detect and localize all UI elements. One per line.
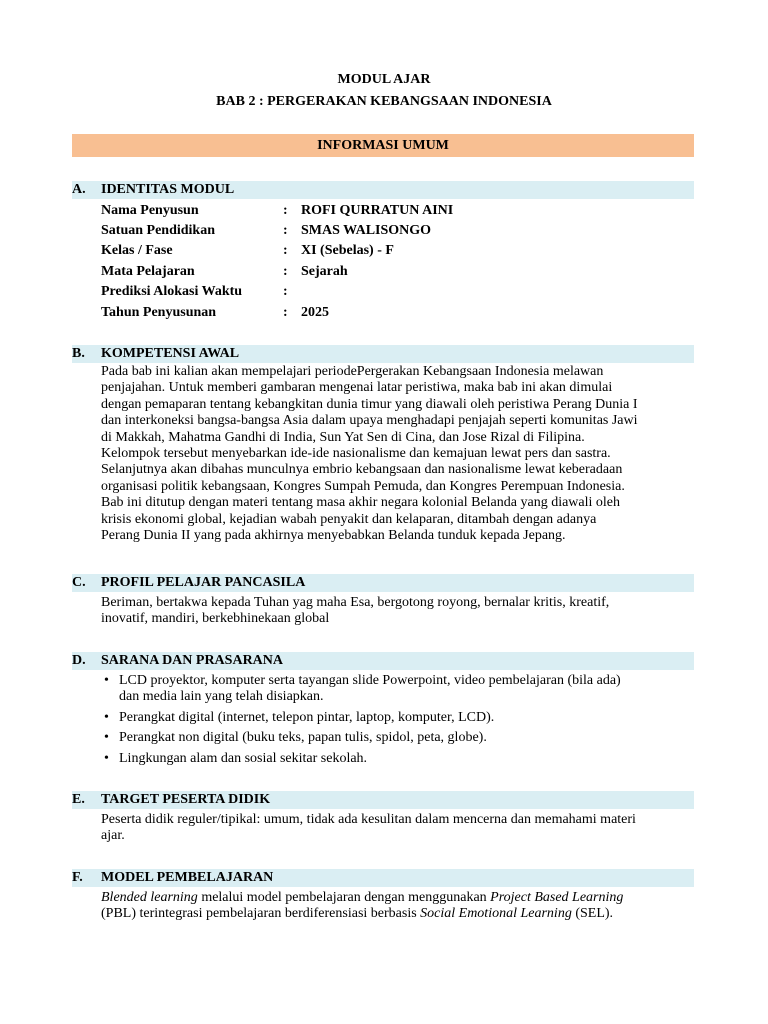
list-item-line: dan media lain yang telah disiapkan. bbox=[119, 689, 324, 705]
section-letter: E. bbox=[72, 792, 85, 807]
section-letter: D. bbox=[72, 653, 86, 668]
section-e-header bbox=[72, 791, 694, 809]
identity-value: ROFI QURRATUN AINI bbox=[301, 203, 454, 218]
identity-key: Satuan Pendidikan bbox=[101, 223, 215, 238]
section-f-header bbox=[72, 869, 694, 887]
text-run: melalui model pembelajaran dengan menggunakan bbox=[197, 890, 491, 905]
paragraph-line: Perang Dunia II yang pada akhirnya menyebabkan Belanda tunduk kepada Jepang. bbox=[101, 528, 566, 544]
section-c-header bbox=[72, 574, 694, 592]
identity-value: XI (Sebelas) - F bbox=[301, 243, 394, 258]
identity-colon: : bbox=[283, 264, 288, 279]
paragraph-line: penjajahan. Untuk memberi gambaran mengenai latar peristiwa, maka bab ini akan dimulai bbox=[101, 380, 613, 396]
doc-subtitle: BAB 2 : PERGERAKAN KEBANGSAAN INDONESIA bbox=[216, 94, 552, 109]
italic-term: Blended learning bbox=[101, 890, 198, 905]
info-banner: INFORMASI UMUM bbox=[72, 134, 694, 157]
bullet-icon: • bbox=[104, 673, 109, 688]
identity-value: SMAS WALISONGO bbox=[301, 223, 432, 238]
text-run: (SEL). bbox=[571, 906, 614, 922]
list-item bbox=[101, 730, 696, 746]
identity-key: Mata Pelajaran bbox=[101, 264, 195, 279]
model-paragraph bbox=[101, 890, 696, 923]
identity-colon: : bbox=[283, 223, 288, 238]
section-letter: B. bbox=[72, 346, 85, 361]
bullet-icon: • bbox=[104, 730, 109, 746]
section-letter: C. bbox=[72, 575, 86, 590]
list-item-line: Perangkat non digital (buku teks, papan tulis, spidol, peta, globe). bbox=[119, 730, 487, 746]
identity-value: Sejarah bbox=[301, 264, 348, 279]
italic-term: Project Based Learning bbox=[490, 890, 624, 905]
section-d-header bbox=[72, 652, 694, 670]
paragraph-line: Bab ini ditutup dengan materi tentang masa akhir negara kolonial Belanda yang diawali oleh bbox=[101, 495, 621, 511]
section-label: IDENTITAS MODUL bbox=[101, 182, 235, 197]
section-label: PROFIL PELAJAR PANCASILA bbox=[101, 575, 306, 590]
identity-colon: : bbox=[283, 305, 288, 320]
identity-key: Nama Penyusun bbox=[101, 203, 199, 218]
section-b-header bbox=[72, 345, 694, 363]
paragraph-line: Beriman, bertakwa kepada Tuhan yag maha Esa, bergotong royong, bernalar kritis, kreatif, bbox=[101, 595, 610, 610]
paragraph-line: ajar. bbox=[101, 828, 125, 844]
identity-colon: : bbox=[283, 284, 288, 299]
profil-paragraph bbox=[101, 595, 696, 628]
identity-colon: : bbox=[283, 203, 288, 218]
italic-term: Social Emotional Learning bbox=[420, 906, 572, 922]
paragraph-line: organisasi politik kebangsaan, Kongres Sumpah Pemuda, dan Kongres Perempuan Indonesia. bbox=[101, 478, 625, 494]
paragraph-line: krisis ekonomi global, kejadian wabah penyakit dan kelaparan, ditambah dengan adanya bbox=[101, 511, 597, 527]
identity-colon: : bbox=[283, 243, 288, 258]
list-item bbox=[101, 673, 696, 706]
section-label: KOMPETENSI AWAL bbox=[101, 346, 240, 361]
bullet-icon: • bbox=[104, 709, 109, 725]
paragraph-line: dengan pemaparan tentang kebangkitan dunia timur yang diawali oleh peristiwa Perang Dunia I bbox=[101, 396, 638, 412]
identity-key: Kelas / Fase bbox=[101, 243, 173, 258]
section-label: TARGET PESERTA DIDIK bbox=[101, 792, 271, 807]
paragraph-line: inovatif, mandiri, berkebhinekaan global bbox=[101, 611, 330, 627]
paragraph-line bbox=[101, 906, 696, 922]
list-item-line: LCD proyektor, komputer serta tayangan slide Powerpoint, video pembelajaran (bila ada) bbox=[119, 673, 621, 688]
list-item bbox=[101, 710, 696, 726]
bullet-icon: • bbox=[104, 750, 109, 766]
paragraph-line: dan interkoneksi bangsa-bangsa Asia dalam upaya menghadapi penjajah seperti komunitas Jawi bbox=[101, 413, 638, 429]
list-item-line: Lingkungan alam dan sosial sekitar sekolah. bbox=[119, 750, 368, 766]
identity-key: Prediksi Alokasi Waktu bbox=[101, 284, 243, 299]
target-paragraph bbox=[101, 812, 696, 845]
identity-key: Tahun Penyusunan bbox=[101, 305, 217, 320]
paragraph-line: Peserta didik reguler/tipikal: umum, tidak ada kesulitan dalam mencerna dan memahami materi bbox=[101, 812, 636, 827]
identity-value: 2025 bbox=[301, 305, 329, 320]
paragraph-line: Selanjutnya akan dibahas munculnya embrio kebangsaan dan nasionalisme lewat keberadaan bbox=[101, 462, 623, 478]
paragraph-line: Kelompok tersebut menyebarkan ide-ide nasionalisme dan kemajuan lewat pers dan sastra. bbox=[101, 446, 611, 462]
section-a-header bbox=[72, 181, 694, 199]
list-item-line: Perangkat digital (internet, telepon pintar, laptop, komputer, LCD). bbox=[119, 709, 495, 725]
section-letter: F. bbox=[72, 870, 83, 885]
list-item bbox=[101, 751, 696, 767]
section-label: MODEL PEMBELAJARAN bbox=[101, 870, 274, 885]
doc-title: MODUL AJAR bbox=[337, 72, 431, 87]
sarana-list bbox=[101, 673, 696, 771]
section-label: SARANA DAN PRASARANA bbox=[101, 653, 284, 668]
paragraph-line: Pada bab ini kalian akan mempelajari periodePergerakan Kebangsaan Indonesia melawan bbox=[101, 364, 604, 379]
kompetensi-paragraph bbox=[101, 364, 696, 544]
text-run: (PBL) terintegrasi pembelajaran berdiferensiasi berbasis bbox=[101, 906, 421, 922]
paragraph-line bbox=[101, 890, 696, 906]
section-letter: A. bbox=[72, 182, 86, 197]
paragraph-line: di Makkah, Mahatma Gandhi di India, Sun Yat Sen di Cina, dan Jose Rizal di Filipina. bbox=[101, 429, 585, 445]
